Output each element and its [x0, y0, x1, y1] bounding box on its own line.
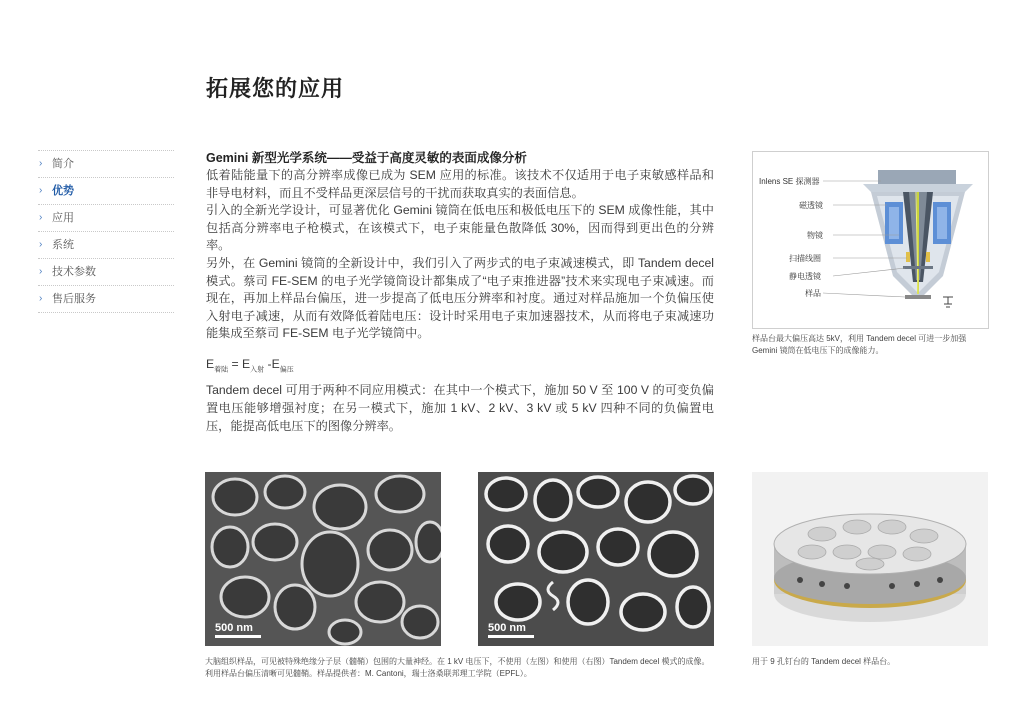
chevron-right-icon: › [39, 239, 43, 250]
brain-tissue-micrograph [478, 472, 714, 646]
sidebar-item-service[interactable] [38, 285, 174, 313]
sample-stage-illustration [752, 472, 988, 646]
sidebar-item-label: 技术参数 [52, 266, 96, 278]
chevron-right-icon: › [39, 293, 43, 304]
label-objective-lens: 物镜 [807, 231, 823, 240]
sidebar-item-advantages[interactable] [38, 177, 174, 204]
sem-images-caption: 大脑组织样品，可见被特殊绝缘分子层（髓鞘）包围的大量神经。在 1 kV 电压下，不使用（左图）和使用（右图）Tandem decel 模式的成像。利用样品台偏压清晰可见髓鞘。样品提供者：M. Cantoni，瑞士洛桑联邦理工学院（EPFL）。 [205, 657, 710, 678]
sidebar-item-label: 简介 [52, 158, 74, 170]
brain-tissue-micrograph [205, 472, 441, 646]
sidebar-item-systems[interactable] [38, 231, 174, 258]
paragraph-3: 另外，在 Gemini 镜筒的全新设计中，我们引入了两步式的电子束减速模式，即 Tandem decel 模式。蔡司 FE-SEM 的电子光学镜筒设计都集成了“电子束推进器”技术来实现电子束减速。而现在，再加上样品台偏压，进一步提高了低电压分辨率和衬度。通过对样品施加一个负偏压使入射电子减速，从而有效降低着陆电压：设计时采用电子束加速器技术，从而将电子束减速功能集成至蔡司 FE-SEM 电子光学镜筒中。 [206, 255, 714, 341]
chevron-right-icon: › [39, 266, 43, 277]
paragraph-2: 引入的全新光学设计，可显著优化 Gemini 镜筒在低电压和极低电压下的 SEM 成像性能，其中包括高分辨率电子枪模式，在该模式下，电子束能量色散降低 30%，因而得到更出色的分辨率。 [206, 203, 714, 253]
main-content [206, 150, 714, 435]
label-electrostatic-lens: 静电透镜 [789, 272, 821, 281]
chevron-right-icon: › [39, 158, 43, 169]
sidebar-item-intro[interactable] [38, 150, 174, 177]
diagram-caption: 样品台最大偏压高达 5kV，利用 Tandem decel 可进一步加强 Gemini 镜筒在低电压下的成像能力。 [752, 334, 967, 355]
label-scan-coils: 扫描线圈 [789, 254, 821, 263]
paragraph-1: 低着陆能量下的高分辨率成像已成为 SEM 应用的标准。该技术不仅适用于电子束敏感样品和非导电材料，而且不受样品更深层信号的干扰而获取真实的表面信息。 [206, 168, 714, 200]
scale-bar [215, 635, 261, 638]
scale-bar-label: 500 nm [215, 622, 253, 634]
gemini-column-diagram [752, 151, 989, 329]
tandem-decel-stage-photo [752, 472, 988, 646]
sidebar-item-label: 售后服务 [52, 293, 96, 305]
chevron-right-icon: › [39, 185, 43, 196]
label-sample: 样品 [805, 289, 821, 298]
sidebar-nav [38, 150, 174, 313]
sidebar-item-specs[interactable] [38, 258, 174, 285]
sidebar-item-label: 应用 [52, 212, 74, 224]
sidebar-item-label: 系统 [52, 239, 74, 251]
scale-bar-label: 500 nm [488, 622, 526, 634]
label-magnetic-lens: 磁透镜 [799, 201, 823, 210]
paragraph-4: Tandem decel 可用于两种不同应用模式：在其中一个模式下，施加 50 V 至 100 V 的可变负偏置电压能够增强衬度；在另一模式下，施加 1 kV、2 kV、3 kV 或 5 kV 四种不同的负偏置电压，能提高低电压下的图像分辨率。 [206, 383, 714, 433]
page-title: 拓展您的应用 [206, 76, 345, 101]
sidebar-item-applications[interactable] [38, 204, 174, 231]
label-inlens-detector: Inlens SE 探测器 [759, 177, 820, 186]
sidebar-item-label: 优势 [52, 185, 74, 197]
sem-image-without-tandem [205, 472, 441, 646]
stage-photo-caption: 用于 9 孔钉台的 Tandem decel 样品台。 [752, 657, 896, 666]
chevron-right-icon: › [39, 212, 43, 223]
section-heading: Gemini 新型光学系统——受益于高度灵敏的表面成像分析 [206, 151, 527, 165]
sem-image-with-tandem [478, 472, 714, 646]
landing-energy-formula: $E_{着陆} = E_{入射}$ $-E_{偏压}$ [206, 356, 294, 374]
scale-bar [488, 635, 534, 638]
